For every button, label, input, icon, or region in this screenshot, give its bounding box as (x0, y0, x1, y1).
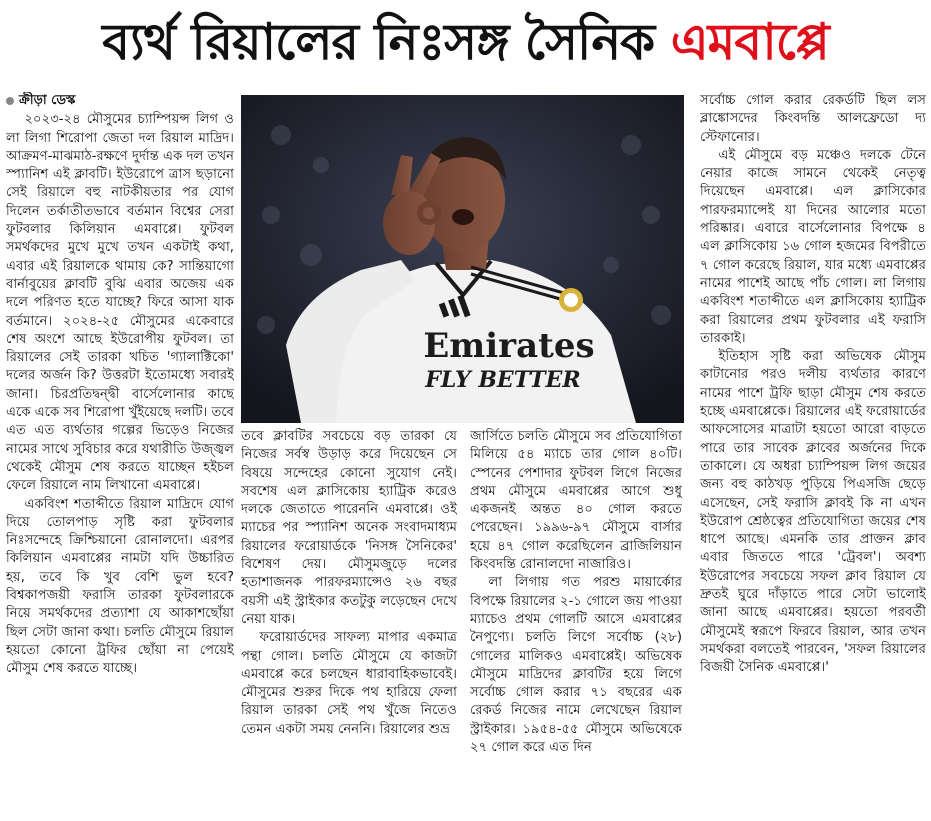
headline (0, 0, 931, 84)
paragraph: তবে ক্লাবটির সবচেয়ে বড় তারকা যে নিজের সর্বস্ব উড়াড় করে দিয়েছেন সে বিষয়ে সন্দেহের কোনো সুযোগ নেই। সবশেষ এল ক্লাসিকোয় হ্যাট্রিক করেও দলকে জেতাতে পারেননি এমবাপ্পে। ওই ম্যাচের পর স্প্যানিশ অনেক সংবাদমাধ্যম রিয়ালের ফরোয়ার্ডকে 'নিসঙ্গ সৈনিকের' বিশেষণ দেয়। মৌসুমজুড়ে দলের হতাশাজনক পারফরম্যান্সেও ২৬ বছর বয়সী এই স্ট্রাইকার কতটুকু লড়েছেন দেখে নেয়া যাক। (241, 429, 457, 627)
column-3 (470, 428, 682, 817)
bullet-icon (6, 97, 14, 105)
byline-text: ক্রীড়া ডেস্ক (19, 93, 76, 108)
paragraph: ফরোয়ার্ডদের সাফল্য মাপার একমাত্র পন্থা গোল। চলতি মৌসুমে যে কাজটা এমবাপ্পে করে চলছেন ধারাবাহিকভাবেই। মৌসুমের শুরুর দিকে পথ হারিয়ে ফেলা রিয়াল তারকা সেই পথ খুঁজে নিতেও তেমন একটা সময় নেননি। রিয়ালের শুভ্র (241, 630, 457, 737)
paragraph: এই মৌসুমে বড় মঞ্চেও দলকে টেনে নেয়ার কাজে সামনে থেকেই নেতৃত্ব দিয়েছেন এমবাপ্পে। এল ক্লাসিকোর পারফরম্যান্সেই যা দিনের আলোর মতো পরিষ্কার। এবারে বার্সেলোনার বিপক্ষে ৪ এল ক্লাসিকোয় ১৬ গোল হজমের বিপরীতে ৭ গোল করেছে রিয়াল, যার মধ্যে এমবাপ্পের নামের পাশেই আছে পাঁচ গোল। লা লিগায় একবিংশ শতাব্দীতে এল ক্লাসিকোয় হ্যাট্রিক করা রিয়ালের প্রথম ফুটবলার এই ফরাসি তারকাই। (700, 147, 926, 346)
column-1 (6, 92, 234, 817)
byline (6, 92, 234, 110)
player-photo (241, 95, 684, 423)
shirt-sponsor: Emirates (423, 326, 595, 366)
paragraph: ২০২৩-২৪ মৌসুমের চ্যাম্পিয়ন্স লিগ ও লা লিগা শিরোপা জেতা দল রিয়াল মাদ্রিদ। আক্রমণ-মাঝমাঠ-রক্ষণে দুর্দান্ত এক দল তখন স্প্যানিশ এই ক্লাবটি। ইউরোপে ত্রাস ছড়ানো সেই রিয়ালে বহু নাটকীয়তার পর যোগ দিলেন তর্কাতীতভাবে বর্তমান বিশ্বের সেরা ফুটবলার কিলিয়ান এমবাপ্পে। ফুটবল সমর্থকদের মুখে মুখে তখন একটাই কথা, এবার এই রিয়ালকে থামায় কে? সান্তিয়াগো বার্নাবুয়ের ক্লাবটি বুঝি এবার অজেয় এক দলে পরিণত হতে যাচ্ছে? ফিরে আসা যাক বর্তমানে। ২০২৪-২৫ মৌসুমের একেবারে শেষ অংশে আছে ইউরোপীয় ফুটবল। তা রিয়ালের সেই তারকা খচিত 'গ্যালাক্টিকো' দলের অর্জন কি? উত্তরটা ইতোমধ্যে সবারই জানা। চিরপ্রতিদ্বন্দ্বী বার্সেলোনার কাছে একে একে সব শিরোপা খুঁইয়েছে দলটি। তবে এত এত ব্যর্থতার গল্পের ভিড়েও নিজের নামের সাথে সুবিচার করে যথারীতি উজ্জ্বল থেকেই মৌসুম শেষ করতে যাচ্ছেন হইচল ফেলে রিয়ালে নাম লিখানো এমবাপ্পে। (6, 112, 234, 494)
paragraph: লা লিগায় গত পরশু মায়ার্কোর বিপক্ষে রিয়ালের ২-১ গোলে জয় পাওয়া ম্যাচেও প্রথম গোলটি আসে এমবাপ্পের নৈপুণ্যে। চলতি লিগে সর্বোচ্চ (২৮) গোলের মালিকও এমবাপ্পেই। অভিষেক মৌসুমে মাদ্রিদের ক্লাবটির হয়ে লিগে সর্বোচ্চ গোল করার ৭১ বছরের এক রেকর্ড নিজের নামে লেখেছেন রিয়াল স্ট্রাইকার। ১৯৫৪-৫৫ মৌসুমে অভিষেকে ২৭ গোল করে এত দিন (470, 575, 682, 756)
shirt-tagline: FLY BETTER (425, 367, 581, 393)
paragraph: একবিংশ শতাব্দীতে রিয়াল মাদ্রিদে যোগ দিয়ে তোলপাড় সৃষ্টি করা ফুটবলার নিঃসন্দেহে ক্রিশ্চিয়ানো রোনালদো। এরপর কিলিয়ান এমবাপ্পের নামটা যদি উচ্চারিত হয়, তবে কি খুব বেশি ভুল হবে? বিশ্বকাপজয়ী ফরাসি তারকা ফুটবলারকে নিয়ে সমর্থকদের প্রত্যাশা যে আকাশছোঁয়া ছিল সেটা জানা কথা। চলতি মৌসুমে রিয়াল হয়তো কোনো ট্রফির ছোঁয়া না পেয়েই মৌসুম শেষ করতে যাচ্ছে। (6, 496, 234, 677)
paragraph: সর্বোচ্চ গোল করার রেকর্ডটি ছিল লস ব্লাঙ্কোসদের কিংবদন্তি আলফ্রেডো দ্য স্টেফানোর। (700, 93, 926, 145)
paragraph: ইতিহাস সৃষ্টি করা অভিষেক মৌসুম কাটানোর পরও দলীয় ব্যর্থতার কারণে নামের পাশে ট্রফি ছাড়া মৌসুম শেষ করতে হচ্ছে এমবাপ্পেকে। রিয়ালের এই ফরোয়ার্ডের আফসোসের মাত্রাটা হয়তো আরো বাড়তে পারে তার সাবেক ক্লাবের অর্জনের দিকে তাকালে। যে অধরা চ্যাম্পিয়ন্স লিগ জয়ের জন্য বহু কাঠখড় পুড়িয়ে পিএসজি ছেড়ে এসেছেন, সেই ফরাসি ক্লাবই কি না এখন ইউরোপ শ্রেষ্ঠত্বের প্রতিযোগিতা জয়ের শেষ ধাপে আছে। এমনকি তার প্রাক্তন ক্লাব এবার জিততে পারে 'ট্রেবল'। অবশ্য ইউরোপের সবচেয়ে সফল ক্লাব রিয়াল যে দ্রুতই ঘুরে দাঁড়াতে পারে সেটা ভালোই জানা আছে এমবাপ্পের। হয়তো পরবর্তী মৌসুমেই স্বরূপে ফিরবে রিয়াল, আর তখন সমর্থকরা বলতেই পারবেন, 'সফল রিয়ালের বিজয়ী সৈনিক এমবাপ্পে।' (700, 349, 926, 676)
headline-highlight: এমবাপ্পে (670, 13, 829, 71)
column-2 (241, 428, 457, 817)
column-4 (700, 92, 926, 817)
headline-main: ব্যর্থ রিয়ালের নিঃসঙ্গ সৈনিক (102, 13, 655, 71)
paragraph: জার্সিতে চলতি মৌসুমে সব প্রতিযোগিতা মিলিয়ে ৫৪ ম্যাচে তার গোল ৪০টি। স্পেনের পেশাদার ফুটবল লিগে নিজের প্রথম মৌসুমে এমবাপ্পের আগে শুধু একজনই অন্তত ৪০ গোল করতে পেরেছেন। ১৯৯৬-৯৭ মৌসুমে বার্সার হয়ে ৪৭ গোল করেছিলেন ব্রাজিলিয়ান কিংবদন্তি রোনালদো নাজারিও। (470, 429, 682, 573)
